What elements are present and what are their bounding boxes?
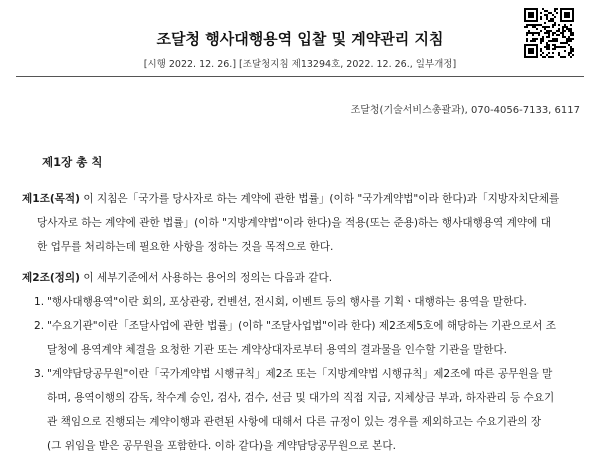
list-item-number: 2. [34, 320, 45, 332]
list-item [34, 362, 582, 458]
list-item-line: (그 위임을 받은 공무원을 포함한다. 이하 같다)을 계약담당공무원으로 본다. [47, 440, 396, 452]
article-1-line-2: 당사자로 하는 계약에 관한 법률」(이하 "지방계약법"이라 한다)을 적용(또는 준용)하는 행사대행용역 계약에 대 [37, 217, 551, 229]
agency-contact: 조달청(기술서비스총괄과), 070-4056-7133, 6117 [350, 105, 580, 116]
list-item-number: 1. [34, 296, 45, 308]
article-2 [22, 266, 582, 458]
article-2-intro: 이 세부기준에서 사용하는 용어의 정의는 다음과 같다. [80, 272, 333, 284]
chapter-heading: 제1장 총 칙 [42, 155, 103, 169]
list-item-line: 달청에 용역계약 체결을 요청한 기관 또는 계약상대자로부터 용역의 결과물을 인수할 기관을 말한다. [47, 344, 507, 356]
document-subtitle: [시행 2022. 12. 26.] [조달청지침 제13294호, 2022. 12. 26., 일부개정] [143, 59, 457, 70]
document-header [0, 28, 600, 49]
list-item-line: "계약담당공무원"이란「국가계약법 시행규칙」제2조 또는「지방계약법 시행규칙」제2조에 따른 공무원을 말 [47, 368, 553, 380]
definition-list [22, 290, 582, 458]
header-divider [16, 76, 584, 77]
article-2-intro-line [22, 266, 582, 290]
list-item-line: 하며, 용역이행의 감독, 착수계 승인, 검사, 검수, 선금 및 대가의 직접 지급, 지체상금 부과, 하자관리 등 수요기 [47, 392, 555, 404]
list-item-line: "행사대행용역"이란 회의, 포상관광, 컨벤션, 전시회, 이벤트 등의 행사를 기획ㆍ대행하는 용역을 말한다. [47, 296, 527, 308]
list-item-line: "수요기관"이란「조달사업에 관한 법률」(이하 "조달사업법"이라 한다) 제2조제5호에 해당하는 기관으로서 조 [47, 320, 556, 332]
document-title: 조달청 행사대행용역 입찰 및 계약관리 지침 [156, 30, 444, 48]
document-body [22, 150, 582, 465]
article-1-line-3: 한 업무를 처리하는데 필요한 사항을 정하는 것을 목적으로 한다. [37, 241, 334, 253]
list-item [34, 314, 582, 362]
list-item-line: 관 책임으로 진행되는 계약이행과 관련된 사항에 대해서 다른 규정이 있는 경우를 제외하고는 수요기관의 장 [47, 416, 542, 428]
article-1-text-1: 이 지침은「국가를 당사자로 하는 계약에 관한 법률」(이하 "국가계약법"이라 한다)과「지방자치단체를 [80, 193, 560, 205]
list-item [34, 290, 582, 314]
list-item-number: 3. [34, 368, 45, 380]
article-1-heading: 제1조(목적) [22, 193, 80, 205]
article-2-heading: 제2조(정의) [22, 272, 80, 284]
article-1-line-1 [22, 187, 582, 211]
article-1 [22, 187, 582, 259]
